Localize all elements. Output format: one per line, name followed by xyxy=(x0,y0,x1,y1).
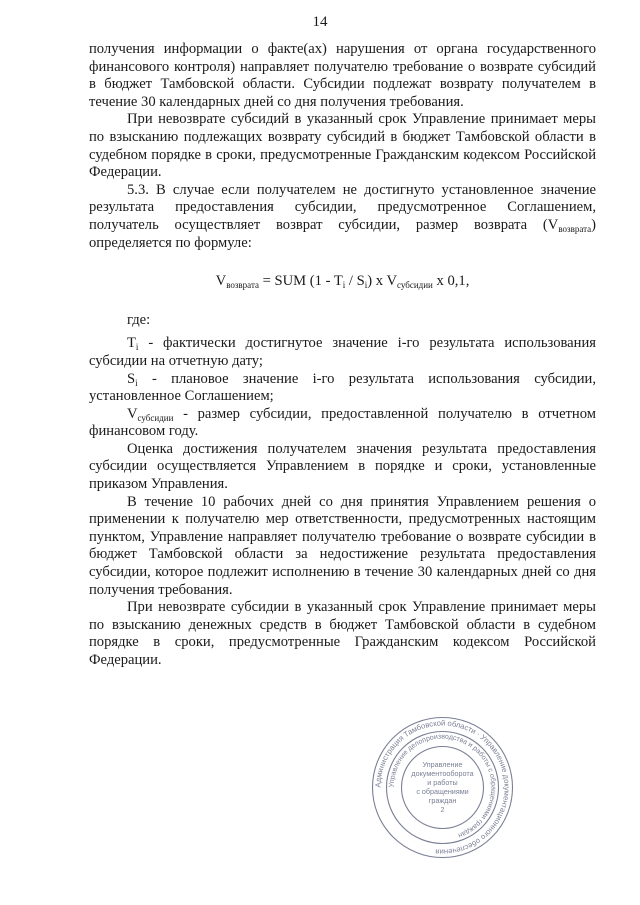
svg-text:и работы: и работы xyxy=(427,778,458,787)
svg-text:Администрация Тамбовской облас: Администрация Тамбовской области · Управление документационного обеспечения xyxy=(373,718,512,857)
paragraph: получения информации о факте(ах) нарушения от органа государственного финансового контроля) направляет получателю требование о возврате субсидий в бюджет Тамбовской области. Субсидии подлежат возврату получателем в течение 30 календарных дней со дня получения требования. xyxy=(89,41,596,110)
paragraph: В течение 10 рабочих дней со дня принятия Управлением решения о применении к получателю мер ответственности, предусмотренных настоящим пунктом, Управление направляет получателю требование о возврате субсидии в бюджет Тамбовской области за недостижение результата предоставления субсидии, которое подлежит исполнению в течение 30 календарных дней со дня получения требования. xyxy=(89,493,596,598)
svg-text:Управление делопроизводства и: Управление делопроизводства и работы с обращениями граждан xyxy=(388,733,497,839)
definition-v: $V_{субсидии}$ - размер субсидии, предоставленной получателю в отчетном финансовом году. xyxy=(89,405,596,440)
definition-s: $S_i$ - плановое значение i-го результата использования субсидии, установленное Соглашением; xyxy=(89,370,596,405)
paragraph: При невозврате субсидии в указанный срок Управление принимает меры по взысканию денежных средств в бюджет Тамбовской области в судебном порядке в сроки, предусмотренные Гражданским кодексом Российской Федерации. xyxy=(89,599,596,668)
svg-text:документооборота: документооборота xyxy=(411,769,474,778)
formula: $V_{возврата}$ = SUM $(1 - T_i / S_i)$ x $V_{субсидии}$ x 0,1, xyxy=(215,273,470,291)
page-number: 14 xyxy=(312,14,328,30)
definition-t: $T_i$ - фактически достигнутое значение i-го результата использования субсидии на отчетную дату; xyxy=(89,335,596,369)
document-body xyxy=(89,41,596,670)
svg-text:граждан: граждан xyxy=(428,796,457,805)
svg-text:2: 2 xyxy=(440,805,445,814)
where-label: где: xyxy=(127,311,151,328)
paragraph: Оценка достижения получателем значения результата предоставления субсидии осуществляется Управлением в порядке и сроки, установленные приказом Управления. xyxy=(89,440,596,493)
official-seal-stamp xyxy=(370,715,515,860)
paragraph: При невозврате субсидий в указанный срок Управление принимает меры по взысканию подлежащих возврату субсидий в бюджет Тамбовской области в судебном порядке в сроки, предусмотренные Гражданским кодексом Российской Федерации. xyxy=(89,111,596,181)
paragraph-5-3: 5.3. В случае если получателем не достигнуто установленное значение результата предоставления субсидии, предусмотренное Соглашением, получатель осуществляет возврат субсидии, размер возврата $(V_{возврата})$ определяется по формуле: xyxy=(89,181,596,251)
svg-text:с обращениями: с обращениями xyxy=(416,787,469,796)
svg-text:Управление: Управление xyxy=(422,760,463,769)
